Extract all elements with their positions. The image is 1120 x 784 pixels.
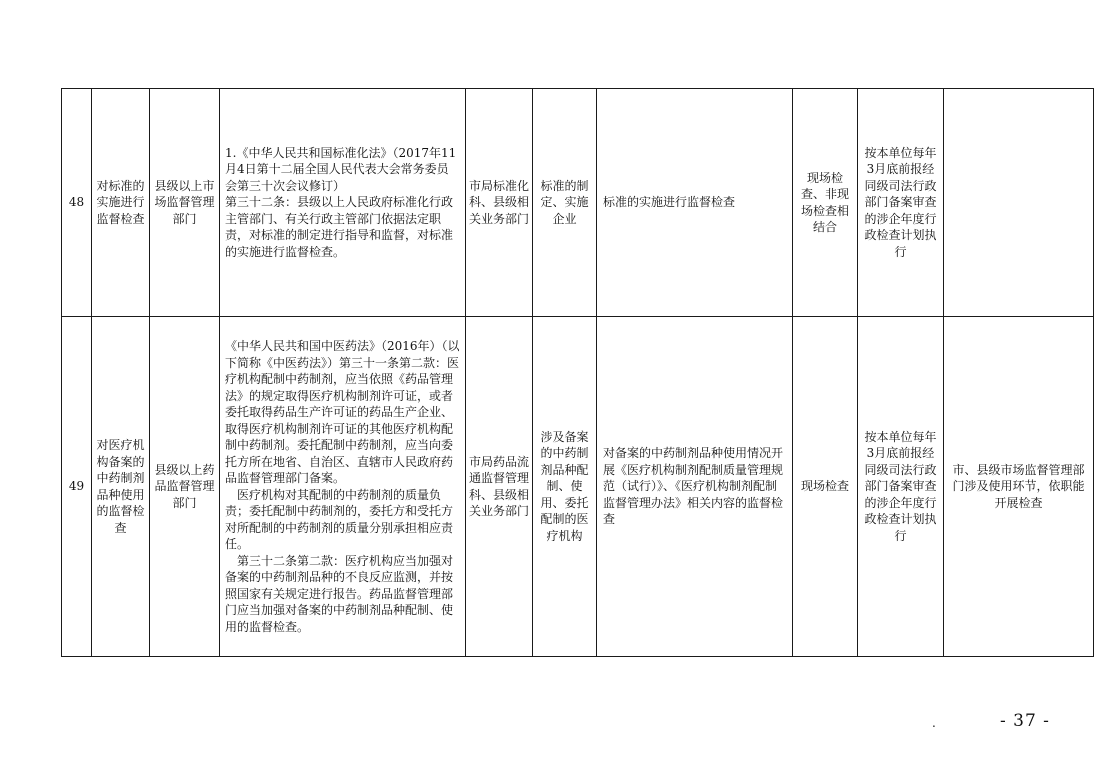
responsible-dept-cell: 市局标准化科、县级相关业务部门 [466, 89, 533, 317]
legal-basis-paragraph: 1.《中华人民共和国标准化法》（2017年11月4日第十二届全国人民代表大会常务委员会第三十次会议修订） [225, 145, 457, 193]
inspection-target-cell: 涉及备案的中药制剂品种配制、使用、委托配制的医疗机构 [533, 317, 597, 657]
remark-cell: 市、县级市场监督管理部门涉及使用环节，依职能开展检查 [944, 317, 1094, 657]
inspection-frequency-cell: 按本单位每年3月底前报经同级司法行政部门备案审查的涉企年度行政检查计划执行 [858, 89, 944, 317]
legal-basis-cell [220, 317, 466, 657]
row-number-cell: 49 [62, 317, 92, 657]
table-row [62, 89, 1094, 317]
inspection-content-cell: 标准的实施进行监督检查 [597, 89, 793, 317]
legal-basis-paragraph: 第三十二条第二款：医疗机构应当加强对备案的中药制剂品种的不良反应监测，并按照国家有关规定进行报告。药品监督管理部门应当加强对备案的中药制剂品种配制、使用的监督检查。 [225, 553, 454, 634]
inspection-target-cell: 标准的制定、实施企业 [533, 89, 597, 317]
responsible-dept-cell: 市局药品流通监督管理科、县级相关业务部门 [466, 317, 533, 657]
inspection-subject-cell: 县级以上药品监督管理部门 [150, 317, 220, 657]
row-number-cell: 48 [62, 89, 92, 317]
page-number: - 37 - [1000, 711, 1050, 731]
table-row [62, 317, 1094, 657]
inspection-method-cell: 现场检查 [793, 317, 858, 657]
inspection-subject-cell: 县级以上市场监督管理部门 [150, 89, 220, 317]
legal-basis-cell [220, 89, 466, 317]
legal-basis-paragraph: 医疗机构对其配制的中药制剂的质量负责；委托配制中药制剂的，委托方和受托方对所配制的中药制剂的质量分别承担相应责任。 [225, 487, 454, 551]
scan-mark: . [932, 716, 936, 730]
inspection-item-cell: 对医疗机构备案的中药制剂品种使用的监督检查 [92, 317, 150, 657]
inspection-content-cell: 对备案的中药制剂品种使用情况开展《医疗机构制剂配制质量管理规范（试行）》、《医疗机构制剂配制监督管理办法》相关内容的监督检查 [597, 317, 793, 657]
legal-basis-paragraph: 《中华人民共和国中医药法》（2016年）（以下简称《中医药法》）第三十一条第二款：医疗机构配制中药制剂，应当依照《药品管理法》的规定取得医疗机构制剂许可证，或者委托取得药品生产许可证的药品生产企业、取得医疗机构制剂许可证的其他医疗机构配制中药制剂。委托配制中药制剂，应当向委托方所在地省、自治区、直辖市人民政府药品监督管理部门备案。 [225, 339, 460, 485]
inspection-item-cell: 对标准的实施进行监督检查 [92, 89, 150, 317]
remark-cell [944, 89, 1094, 317]
legal-basis-paragraph: 第三十二条：县级以上人民政府标准化行政主管部门、有关行政主管部门依据法定职责，对标准的制定进行指导和监督，对标准的实施进行监督检查。 [225, 195, 454, 259]
inspection-frequency-cell: 按本单位每年3月底前报经同级司法行政部门备案审查的涉企年度行政检查计划执行 [858, 317, 944, 657]
inspection-method-cell: 现场检查、非现场检查相结合 [793, 89, 858, 317]
inspection-table [61, 88, 1094, 657]
